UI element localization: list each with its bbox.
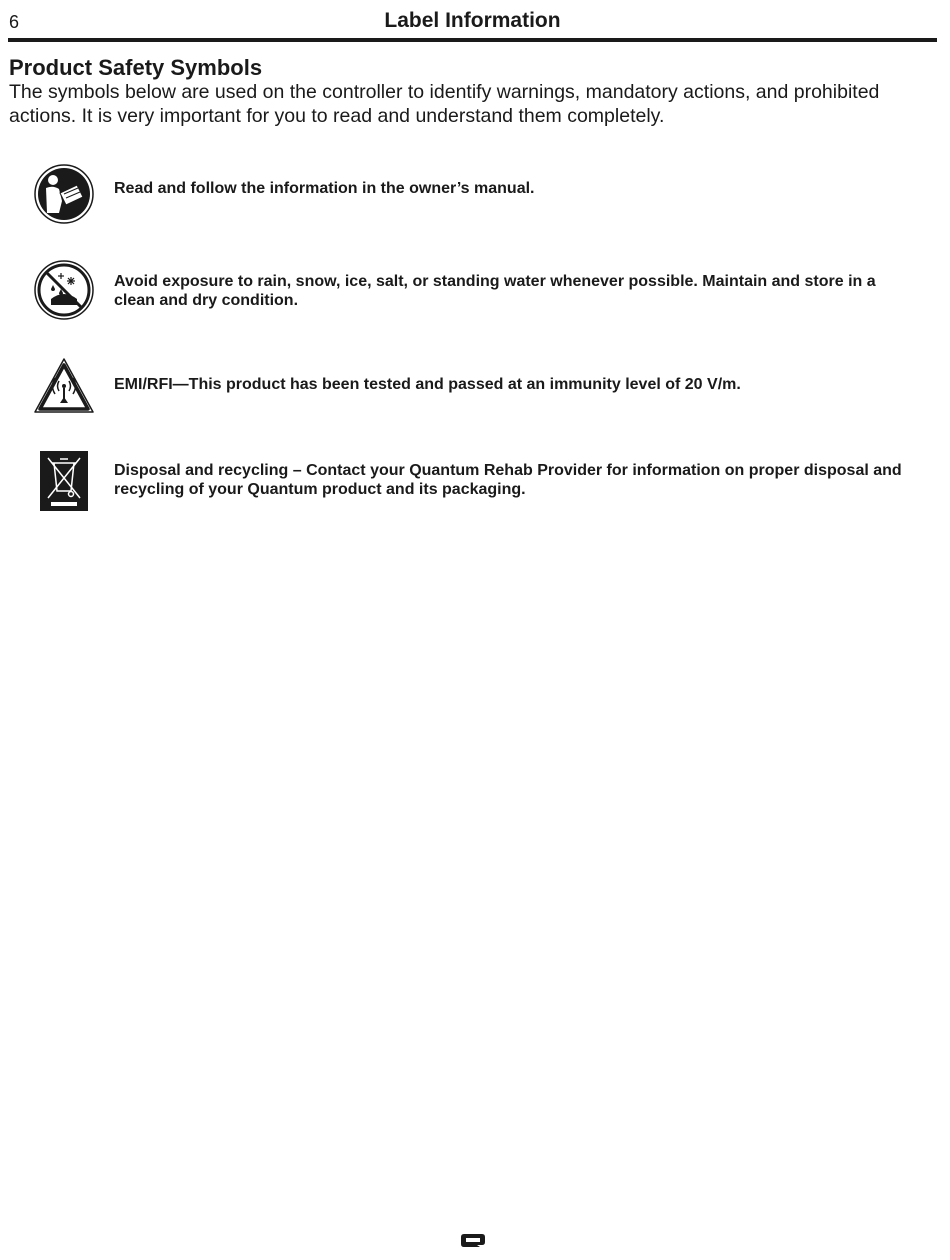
intro-paragraph: The symbols below are used on the controller to identify warnings, mandatory actions, and prohibited actions. It is very important for you to read and understand them completely. <box>9 81 880 127</box>
weee-disposal-icon <box>40 451 88 511</box>
symbol-description: Avoid exposure to rain, snow, ice, salt, or standing water whenever possible. Maintain and store in a clean and dry condition. <box>114 273 876 309</box>
header-divider <box>8 38 937 42</box>
symbol-description: Read and follow the information in the owner’s manual. <box>114 180 535 197</box>
emi-rfi-warning-icon <box>33 356 95 418</box>
page-header-title: Label Information <box>384 9 561 32</box>
symbol-description: Disposal and recycling – Contact your Quantum Rehab Provider for information on proper disposal and recycling of your Quantum product and its packaging. <box>114 462 902 498</box>
quantum-logo-icon <box>459 1232 487 1248</box>
page-number: 6 <box>9 12 20 32</box>
read-manual-icon <box>33 163 95 225</box>
no-water-exposure-icon <box>33 259 95 321</box>
symbol-description: EMI/RFI—This product has been tested and passed at an immunity level of 20 V/m. <box>114 376 741 393</box>
section-title: Product Safety Symbols <box>9 55 263 80</box>
